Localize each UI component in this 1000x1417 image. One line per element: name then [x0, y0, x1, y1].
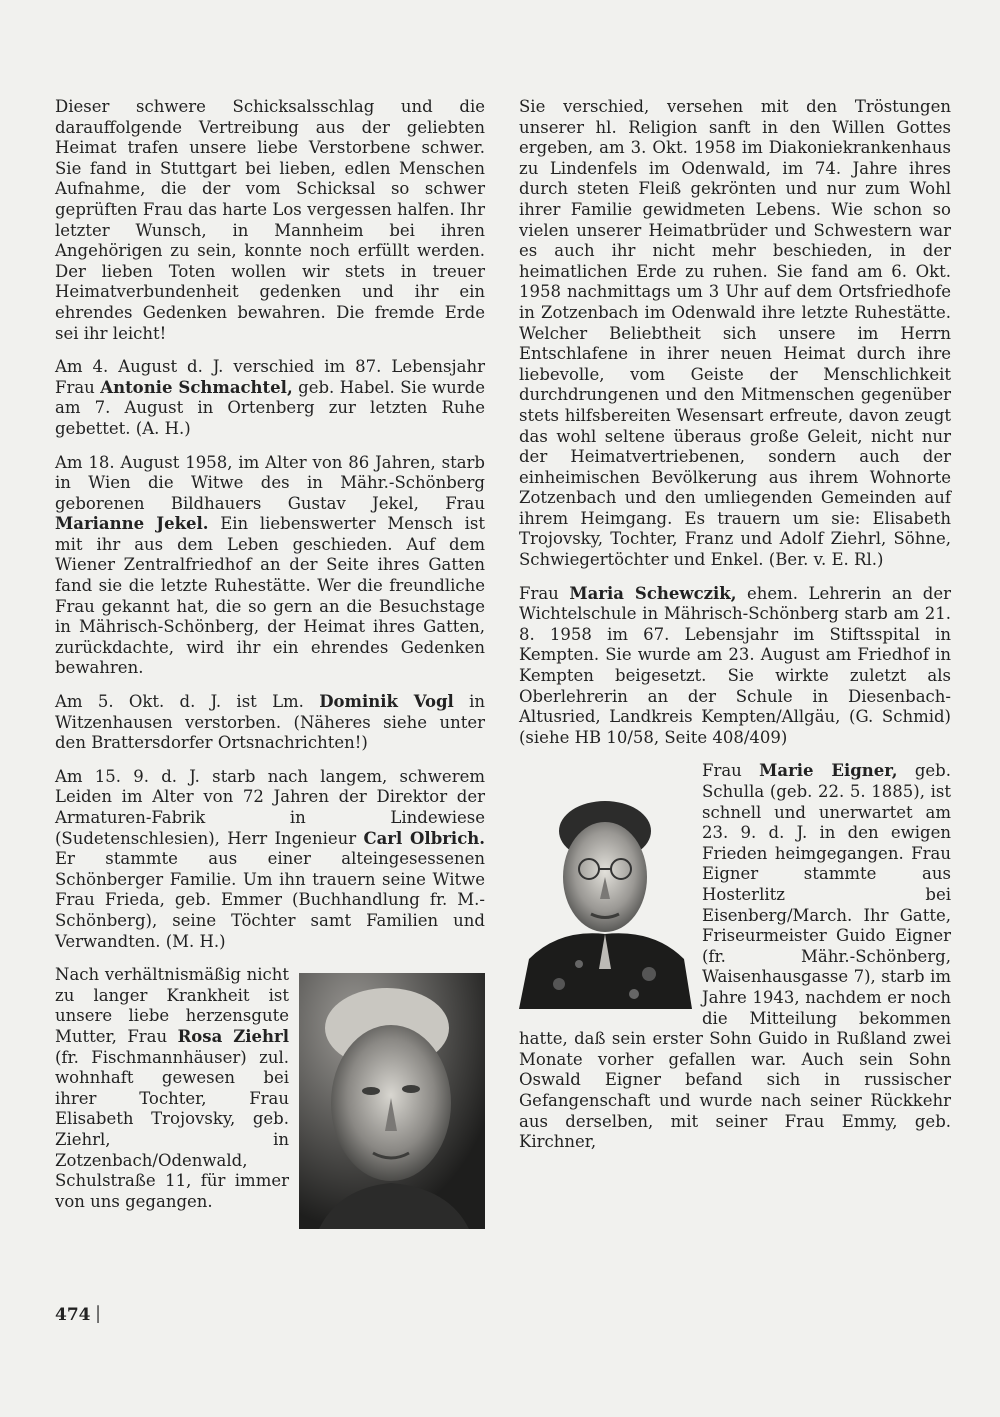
text: Ein liebenswerter Mensch ist mit ihr aus dem Leben geschieden. Auf dem Wiener Zentralfriedhof an der Seite ihres Gatten fand sie die letzte Ruhestätte. Wer die freundliche Frau gekannt hat, die so gern an die Besuchstage in Mährisch-Schönberg, der Heimat ihres Gatten, zurückdachte, wird ihr ein ehrendes Gedenken bewahren.	[55, 514, 485, 678]
obituary-schewczik	[519, 584, 951, 749]
obituary-vogl	[55, 692, 485, 754]
obituary-olbrich	[55, 767, 485, 952]
person-name: Marianne Jekel.	[55, 514, 209, 534]
text: geb. Habel. Sie wurde am 7. August in Ortenberg zur letzten Ruhe gebettet. (A. H.)	[55, 377, 486, 438]
paragraph-ziehrl-continued: Sie verschied, versehen mit den Tröstungen unserer hl. Religion sanft in den Willen Gottes ergeben, am 3. Okt. 1958 im Diakoniekrankenhaus zu Lindenfels im Odenwald, im 74. Jahre ihres durch steten Fleiß gekrönten und nur zum Wohl ihrer Familie gewidmeten Lebens. Wie schon so vielen unserer Heimatbrüder und Schwestern war es auch ihr nicht mehr beschieden, in der heimatlichen Erde zu ruhen. Sie fand am 6. Okt. 1958 nachmittags um 3 Uhr auf dem Ortsfriedhofe in Zotzenbach im Odenwald ihre letzte Ruhestätte. Welcher Beliebtheit sich unsere im Herrn Entschlafene in ihrer neuen Heimat durch ihre liebevolle, vom Geiste der Menschlichkeit durchdrungenen und den Mitmenschen gegenüber stets hilfsbereiten Wesensart erfreute, davon zeugt das wohl seltene überaus große Geleit, nicht nur der Heimatvertriebenen, sondern auch der einheimischen Bevölkerung aus ihrem Wohnorte Zotzenbach und den umliegenden Gemeinden auf ihrem Heimgang. Es trauern um sie: Elisabeth Trojovsky, Tochter, Franz und Adolf Ziehrl, Söhne, Schwiegertöchter und Enkel. (Ber. v. E. Rl.)	[519, 97, 951, 570]
text: in Witzenhausen verstorben. (Näheres siehe unter den Brattersdorfer Ortsnachrichten!)	[55, 692, 485, 753]
obituary-schmachtel	[55, 357, 485, 439]
text: (fr. Fischmannhäuser) zul. wohnhaft gewesen bei ihrer Tochter, Frau Elisabeth Trojovsky, geb. Ziehrl, in Zotzenbach/Odenwald, Schulstraße 11, für immer von uns gegangen.	[55, 1047, 289, 1211]
text: ehem. Lehrerin an der Wichtelschule in Mährisch-Schönberg starb am 21. 8. 1958 im 67. Lebensjahr im Stiftsspital in Kempten. Sie wurde am 23. August am Friedhof in Kempten beigesetzt. Sie wirkte zuletzt als Oberlehrerin an der Schule in Diesenbach-Altusried, Landkreis Kempten/Allgäu, (G. Schmid) (siehe HB 10/58, Seite 408/409)	[519, 583, 952, 747]
person-name: Dominik Vogl	[319, 692, 454, 712]
text: Er stammte aus einer alteingesessenen Schönberger Familie. Um ihn trauern seine Witwe Frau Frieda, geb. Emmer (Buchhandlung fr. M.-Schönberg), seine Töchter samt Familien und Verwandten. (M. H.)	[55, 849, 485, 951]
text: Am 18. August 1958, im Alter von 86 Jahren, starb in Wien die Witwe des in Mähr.-Schönberg geborenen Bildhauers Gustav Jekel, Frau	[55, 452, 485, 513]
portrait-photo-marie-eigner	[519, 769, 692, 1009]
person-name: Maria Schewczik,	[569, 583, 737, 603]
left-column	[55, 97, 485, 1233]
page-number: 474	[55, 1305, 91, 1325]
paragraph-stuttgart: Dieser schwere Schicksalsschlag und die darauffolgende Vertreibung aus der geliebten Heimat trafen unsere liebe Verstorbene schwer. Sie fand in Stuttgart bei lieben, edlen Menschen Aufnahme, die der vom Schicksal so schwer geprüften Frau das harte Los vergessen halfen. Ihr letzter Wunsch, in Mannheim bei ihren Angehörigen zu sein, konnte noch erfüllt werden. Der lieben Toten wollen wir stets in treuer Heimatverbundenheit gedenken und ihr ein ehrendes Gedenken bewahren. Die fremde Erde sei ihr leicht!	[55, 97, 485, 343]
text: Frau	[702, 761, 760, 781]
text: Am 5. Okt. d. J. ist Lm.	[55, 692, 320, 712]
person-name: Marie Eigner,	[759, 761, 898, 781]
person-name: Antonie Schmachtel,	[100, 377, 293, 397]
text: Am 15. 9. d. J. starb nach langem, schwerem Leiden im Alter von 72 Jahren der Direktor der Armaturen-Fabrik in Lindewiese (Sudetenschlesien), Herr Ingenieur	[55, 766, 485, 848]
obituary-jekel	[55, 453, 485, 680]
person-name: Rosa Ziehrl	[177, 1026, 289, 1046]
text: Nach verhältnismäßig nicht zu langer Krankheit ist unsere liebe herzensgute Mutter, Frau	[55, 965, 289, 1046]
portrait-image	[519, 769, 692, 1009]
right-column	[519, 97, 951, 1166]
binding-mark: |	[95, 1303, 102, 1324]
portrait-photo-rosa-ziehrl	[299, 973, 485, 1229]
text: Frau	[519, 583, 570, 603]
portrait-image	[299, 973, 485, 1229]
text: geb. Schulla (geb. 22. 5. 1885), ist schnell und unerwartet am 23. 9. d. J. in den ewigen Frieden heimgegangen. Frau Eigner stammte aus Hosterlitz bei Eisenberg/March. Ihr Gatte, Friseurmeister Guido Eigner (fr. Mähr.-Schönberg, Waisenhausgasse 7), starb im Jahre 1943, nachdem er noch die Mitteilung bekommen hatte, daß sein erster Sohn Guido in Rußland zwei Monate vorher gefallen war. Auch sein Sohn Oswald Eigner befand sich in russischer Gefangenschaft und wurde nach seiner Rückkehr aus derselben, mit seiner Frau Emmy, geb. Kirchner,	[519, 761, 951, 1152]
person-name: Carl Olbrich.	[363, 828, 485, 848]
text: Am 4. August d. J. verschied im 87. Lebensjahr Frau	[55, 357, 485, 397]
